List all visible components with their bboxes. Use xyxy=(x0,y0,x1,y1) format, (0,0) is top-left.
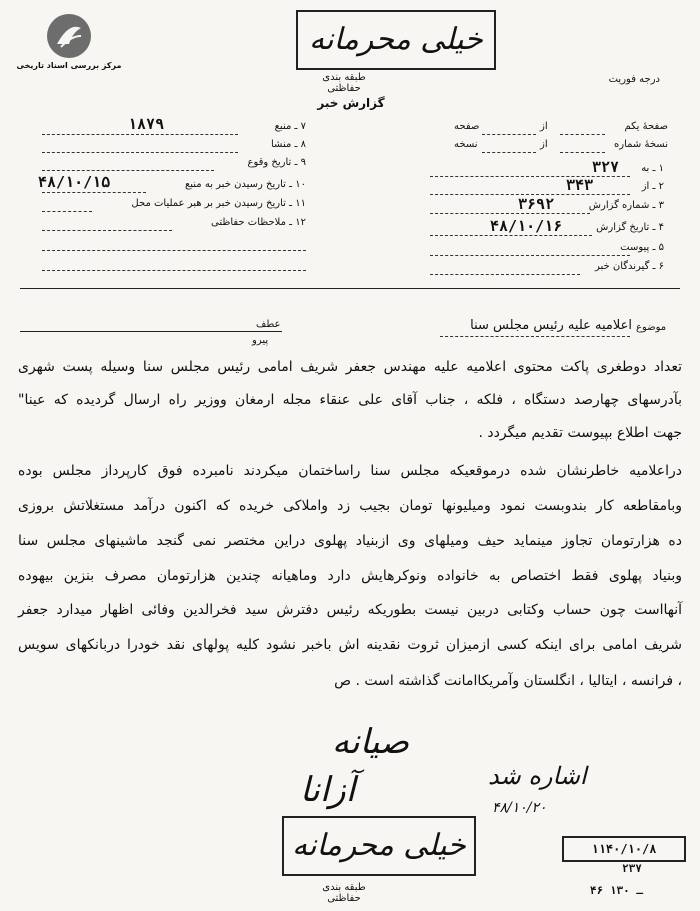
followup-label: پیرو xyxy=(252,335,269,346)
handwritten-note-1: صیانه xyxy=(332,722,410,762)
security-notes-dots-1 xyxy=(42,230,172,231)
recipients-dots xyxy=(430,274,580,275)
reference-line xyxy=(20,331,282,332)
report-number-dots xyxy=(430,213,590,214)
origin-dots xyxy=(42,152,238,153)
body-line-1: تعداد دوطغری پاکت محتوی اعلامیه علیه مهندس جعفر شریف امامی رئیس مجلس سنا وسیله پست شهری xyxy=(18,359,682,375)
report-date-value: ۴۸/۱۰/۱۶ xyxy=(490,217,563,235)
bottom-secret-stamp: خیلی محرمانه xyxy=(282,816,476,876)
archive-page-number: ۴۶ ـ ۱۳۰ xyxy=(590,884,643,897)
event-date-label: ۹ ـ تاریخ وقوع xyxy=(247,157,306,168)
page-number-dots xyxy=(560,134,605,135)
body-line-2: بآدرسهای چهارصد دستگاه ، فلکه ، جناب آقای علی عنقاء مجله ارمغان ووزیر راه ارسال گردیده که عینا" xyxy=(18,392,682,408)
handwritten-note-3: اشاره شد xyxy=(488,762,587,790)
to-value: ۳۲۷ xyxy=(592,158,620,176)
handwritten-date: ۴۸/۱۰/۲۰ xyxy=(492,800,547,816)
report-date-dots xyxy=(430,235,592,236)
to-label: ۱ ـ به xyxy=(641,163,664,174)
origin-label: ۸ ـ منشا xyxy=(270,139,306,150)
report-title: گزارش خبر xyxy=(317,96,385,110)
logo-caption: مرکز بررسی اسناد تاریخی xyxy=(16,61,122,70)
subject-dots xyxy=(440,336,630,337)
copy-unit-label: نسخه xyxy=(454,139,478,150)
subject-text: اعلامیه علیه رئیس مجلس سنا xyxy=(470,318,632,333)
source-dots xyxy=(42,134,238,135)
copy-label: نسخهٔ شماره xyxy=(614,139,668,150)
report-number-label: ۳ ـ شماره گزارش xyxy=(588,200,664,211)
received-date-dots xyxy=(42,192,146,193)
bottom-classification-label: طبقه بندی حفاظتی xyxy=(322,882,366,904)
body-line-6: ده هزارتومان تجاوز مینماید حیف ومیلهای وی ازبنیاد پهلوی دراین مختصر نمی گنجد ماشینهای مجلس سنا xyxy=(18,533,682,549)
source-value: ۱۸۷۹ xyxy=(128,115,165,133)
attachment-dots xyxy=(430,255,630,256)
recipients-label: ۶ ـ گیرندگان خبر xyxy=(594,261,664,272)
received-date-value: ۴۸/۱۰/۱۵ xyxy=(38,173,111,191)
page-unit-label: صفحه xyxy=(454,121,480,132)
body-line-8: آنهااست چون حساب وکتابی دربین نیست بطوریکه رئیس دفترش سید فخرالدین وفائی اظهار میدارد جعفر xyxy=(18,602,682,618)
copy-number-dots xyxy=(560,152,605,153)
security-notes-dots-2 xyxy=(42,250,306,251)
source-label: ۷ ـ منبع xyxy=(274,121,306,132)
received-date-label: ۱۰ ـ تاریخ رسیدن خبر به منبع xyxy=(184,179,306,190)
ops-date-label: ۱۱ ـ تاریخ رسیدن خبر بر هبر عملیات محل xyxy=(131,198,306,209)
handwritten-note-2: آزانا xyxy=(300,770,356,810)
event-date-dots xyxy=(42,170,214,171)
archive-number: ۱۱۴۰/۱۰/۸ xyxy=(591,842,657,856)
body-line-10: ، فرانسه ، ایتالیا ، انگلستان وآمریکاامانت گذاشته است . ص xyxy=(334,673,682,689)
top-secret-stamp: خیلی محرمانه xyxy=(296,10,496,70)
copy-from-label: از xyxy=(540,139,548,150)
body-line-9: شریف امامی برای اینکه کسی ازمیزان ثروت نقدینه اش باخبر نشود کلیه پولهای نقد خودرا دربانکهای سویس xyxy=(18,637,682,653)
archive-logo-icon xyxy=(47,14,91,58)
security-notes-label: ۱۲ ـ ملاحظات حفاظتی xyxy=(211,217,306,228)
archive-number-box xyxy=(562,836,686,862)
page-label: صفحهٔ یکم xyxy=(624,121,668,132)
header-separator xyxy=(20,288,680,289)
archive-logo xyxy=(14,14,124,70)
ops-date-dots xyxy=(42,211,92,212)
report-number-value: ۳۶۹۲ xyxy=(518,195,555,213)
body-line-4: دراعلامیه خاطرنشان شده درموقعیکه مجلس سنا راساختمان میکردند نامبرده فوق کارپرداز مجلس بوده xyxy=(18,463,682,479)
body-line-5: وبامقاطعه کار بندوبست نمود ومیلیونها تومان بجیب زد واملاکی خریده که اکنون درآمد مستغلاتش بروزی xyxy=(18,498,682,514)
from-label: ۲ ـ از xyxy=(641,181,664,192)
from-value: ۳۴۳ xyxy=(566,176,594,194)
security-notes-dots-3 xyxy=(42,270,306,271)
body-line-7: وبنیاد پهلوی فقط اختصاص به خانواده ونوکرهایش دارد وماهیانه چندین هزارتومان مصرف بنزین بیهوده xyxy=(18,568,682,584)
report-date-label: ۴ ـ تاریخ گزارش xyxy=(596,222,664,233)
copy-total-dots xyxy=(482,152,536,153)
subject-label: موضوع xyxy=(636,322,667,333)
to-dots xyxy=(430,176,630,177)
page-from-label: از xyxy=(540,121,548,132)
priority-label: درجه فوریت xyxy=(608,74,660,85)
attachment-label: ۵ ـ پیوست xyxy=(620,242,664,253)
reference-label: عطف xyxy=(256,319,281,330)
archive-subnumber: ۲۳۷ xyxy=(622,862,642,875)
classification-label: طبقه بندی حفاظتی xyxy=(322,72,366,94)
page-total-dots xyxy=(482,134,536,135)
body-line-3: جهت اطلاع بپیوست تقدیم میگردد . xyxy=(478,425,682,441)
